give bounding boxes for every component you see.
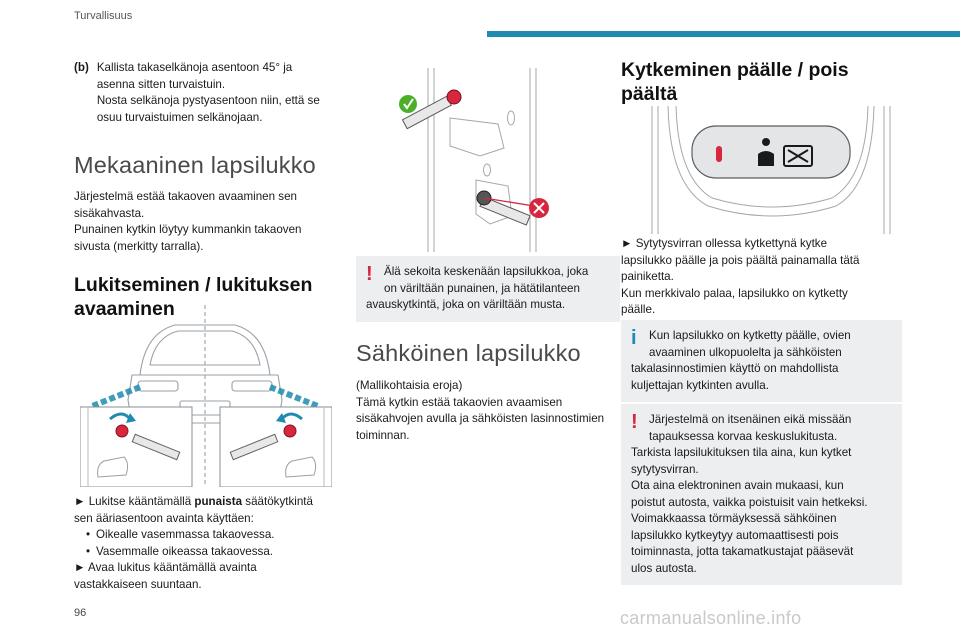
unlock-step-line: vastakkaiseen suuntaan.	[74, 577, 202, 591]
text-line: lapsilukko päälle ja pois päältä painamalla tätä	[621, 253, 860, 267]
info-icon: i	[631, 327, 637, 349]
text-line: painiketta.	[621, 270, 674, 283]
text-line: sisäkahvojen avulla ja sähköisten lasinnostimien	[356, 412, 605, 425]
mechanical-lock-heading: Mekaaninen lapsilukko	[74, 152, 316, 178]
warning-note-colors	[356, 256, 620, 322]
note-line: Voimakkaassa törmäyksessä sähköinen	[631, 512, 837, 525]
note-line: avaaminen ulkopuolelta ja sähköisten	[649, 345, 842, 359]
left-column	[74, 60, 328, 321]
text-line: Järjestelmä estää takaoven avaaminen sen	[74, 190, 297, 203]
note-line: lapsilukko kytkeytyy automaattisesti pois	[631, 528, 839, 542]
bullet-item: • Oikealle vasemmassa takaovessa.	[84, 527, 328, 544]
heading-line: Kytkeminen päälle / pois	[621, 59, 849, 81]
text-line: ► Sytytysvirran ollessa kytkettynä kytke	[621, 237, 828, 250]
note-line: Kun lapsilukko on kytketty päälle, ovien	[649, 329, 851, 342]
watermark: carmanualsonline.info	[620, 608, 802, 628]
step-b-line: Kallista takaselkänoja asentoon 45° ja	[96, 61, 293, 74]
lock-step-line: sen ääriasentoon avainta käyttäen:	[74, 511, 254, 525]
note-line: sytytysvirran.	[631, 462, 699, 476]
bullet-item: • Vasemmalle oikeassa takaovessa.	[84, 544, 328, 561]
mechanical-lock-description	[74, 189, 328, 255]
step-b-line: Nosta selkänoja pystyasentoon niin, että se	[96, 94, 320, 107]
text-line: (Mallikohtaisia eroja)	[356, 379, 463, 392]
step-b-line: asenna sitten turvaistuin.	[96, 77, 226, 91]
door-edge-switch-illustration	[380, 68, 560, 252]
heading-line: avaaminen	[74, 298, 175, 320]
note-line: Älä sekoita keskenään lapsilukkoa, joka	[384, 265, 589, 278]
warning-icon: !	[366, 263, 373, 285]
note-line: on väriltään punainen, ja hätätilanteen	[384, 281, 580, 295]
page-number: 96	[74, 607, 87, 619]
step-b-text	[97, 60, 320, 126]
note-line: Tarkista lapsilukituksen tila aina, kun kytket	[631, 446, 852, 459]
text-line: Kun merkkivalo palaa, lapsilukko on kytketty	[621, 286, 848, 300]
switch-steps	[621, 236, 902, 319]
child-lock-button-illustration	[648, 106, 894, 234]
note-line: avauskytkintä, joka on väriltään musta.	[366, 298, 566, 311]
heading-line: Lukitseminen / lukituksen	[74, 274, 313, 296]
electric-lock-description	[356, 378, 620, 444]
lock-step-line: ► Lukitse kääntämällä punaista säätökytkintä	[74, 495, 313, 508]
warning-icon: !	[631, 411, 638, 433]
info-note	[621, 320, 902, 402]
switch-on-off-heading	[621, 58, 902, 106]
text-line: toiminnan.	[356, 428, 410, 442]
step-b-line: osuu turvaistuimen selkänojaan.	[96, 110, 263, 124]
warning-note-system	[621, 404, 902, 585]
step-b	[74, 60, 328, 126]
note-line: kuljettajan kytkinten avulla.	[631, 378, 769, 392]
text-line: sivusta (merkitty tarralla).	[74, 239, 204, 253]
header-rule	[487, 31, 960, 37]
note-line: tapauksessa korvaa keskuslukitusta.	[649, 429, 838, 443]
text-line: Punainen kytkin löytyy kummankin takaoven	[74, 223, 302, 236]
note-line: toiminnasta, jotta takamatkustajat pääsevät	[631, 545, 854, 558]
note-line: Järjestelmä on itsenäinen eikä missään	[649, 413, 852, 426]
heading-line: päältä	[621, 83, 678, 105]
step-b-tag: (b)	[74, 61, 89, 74]
text-line: päälle.	[621, 303, 656, 316]
unlock-step-line: ► Avaa lukitus kääntämällä avainta	[74, 561, 257, 574]
car-rear-lock-illustration	[80, 305, 332, 487]
note-line: poistut autosta, vaikka poistuisit vain hetkeksi.	[631, 495, 868, 509]
locking-steps	[74, 494, 328, 593]
electric-lock-heading: Sähköinen lapsilukko	[356, 340, 581, 366]
text-line: Tämä kytkin estää takaovien avaamisen	[356, 395, 563, 409]
text-line: sisäkahvasta.	[74, 206, 145, 220]
note-line: Ota aina elektroninen avain mukaasi, kun	[631, 479, 844, 492]
note-line: ulos autosta.	[631, 561, 697, 575]
note-line: takalasinnostimien käyttö on mahdollista	[631, 362, 839, 375]
section-label: Turvallisuus	[74, 10, 133, 22]
